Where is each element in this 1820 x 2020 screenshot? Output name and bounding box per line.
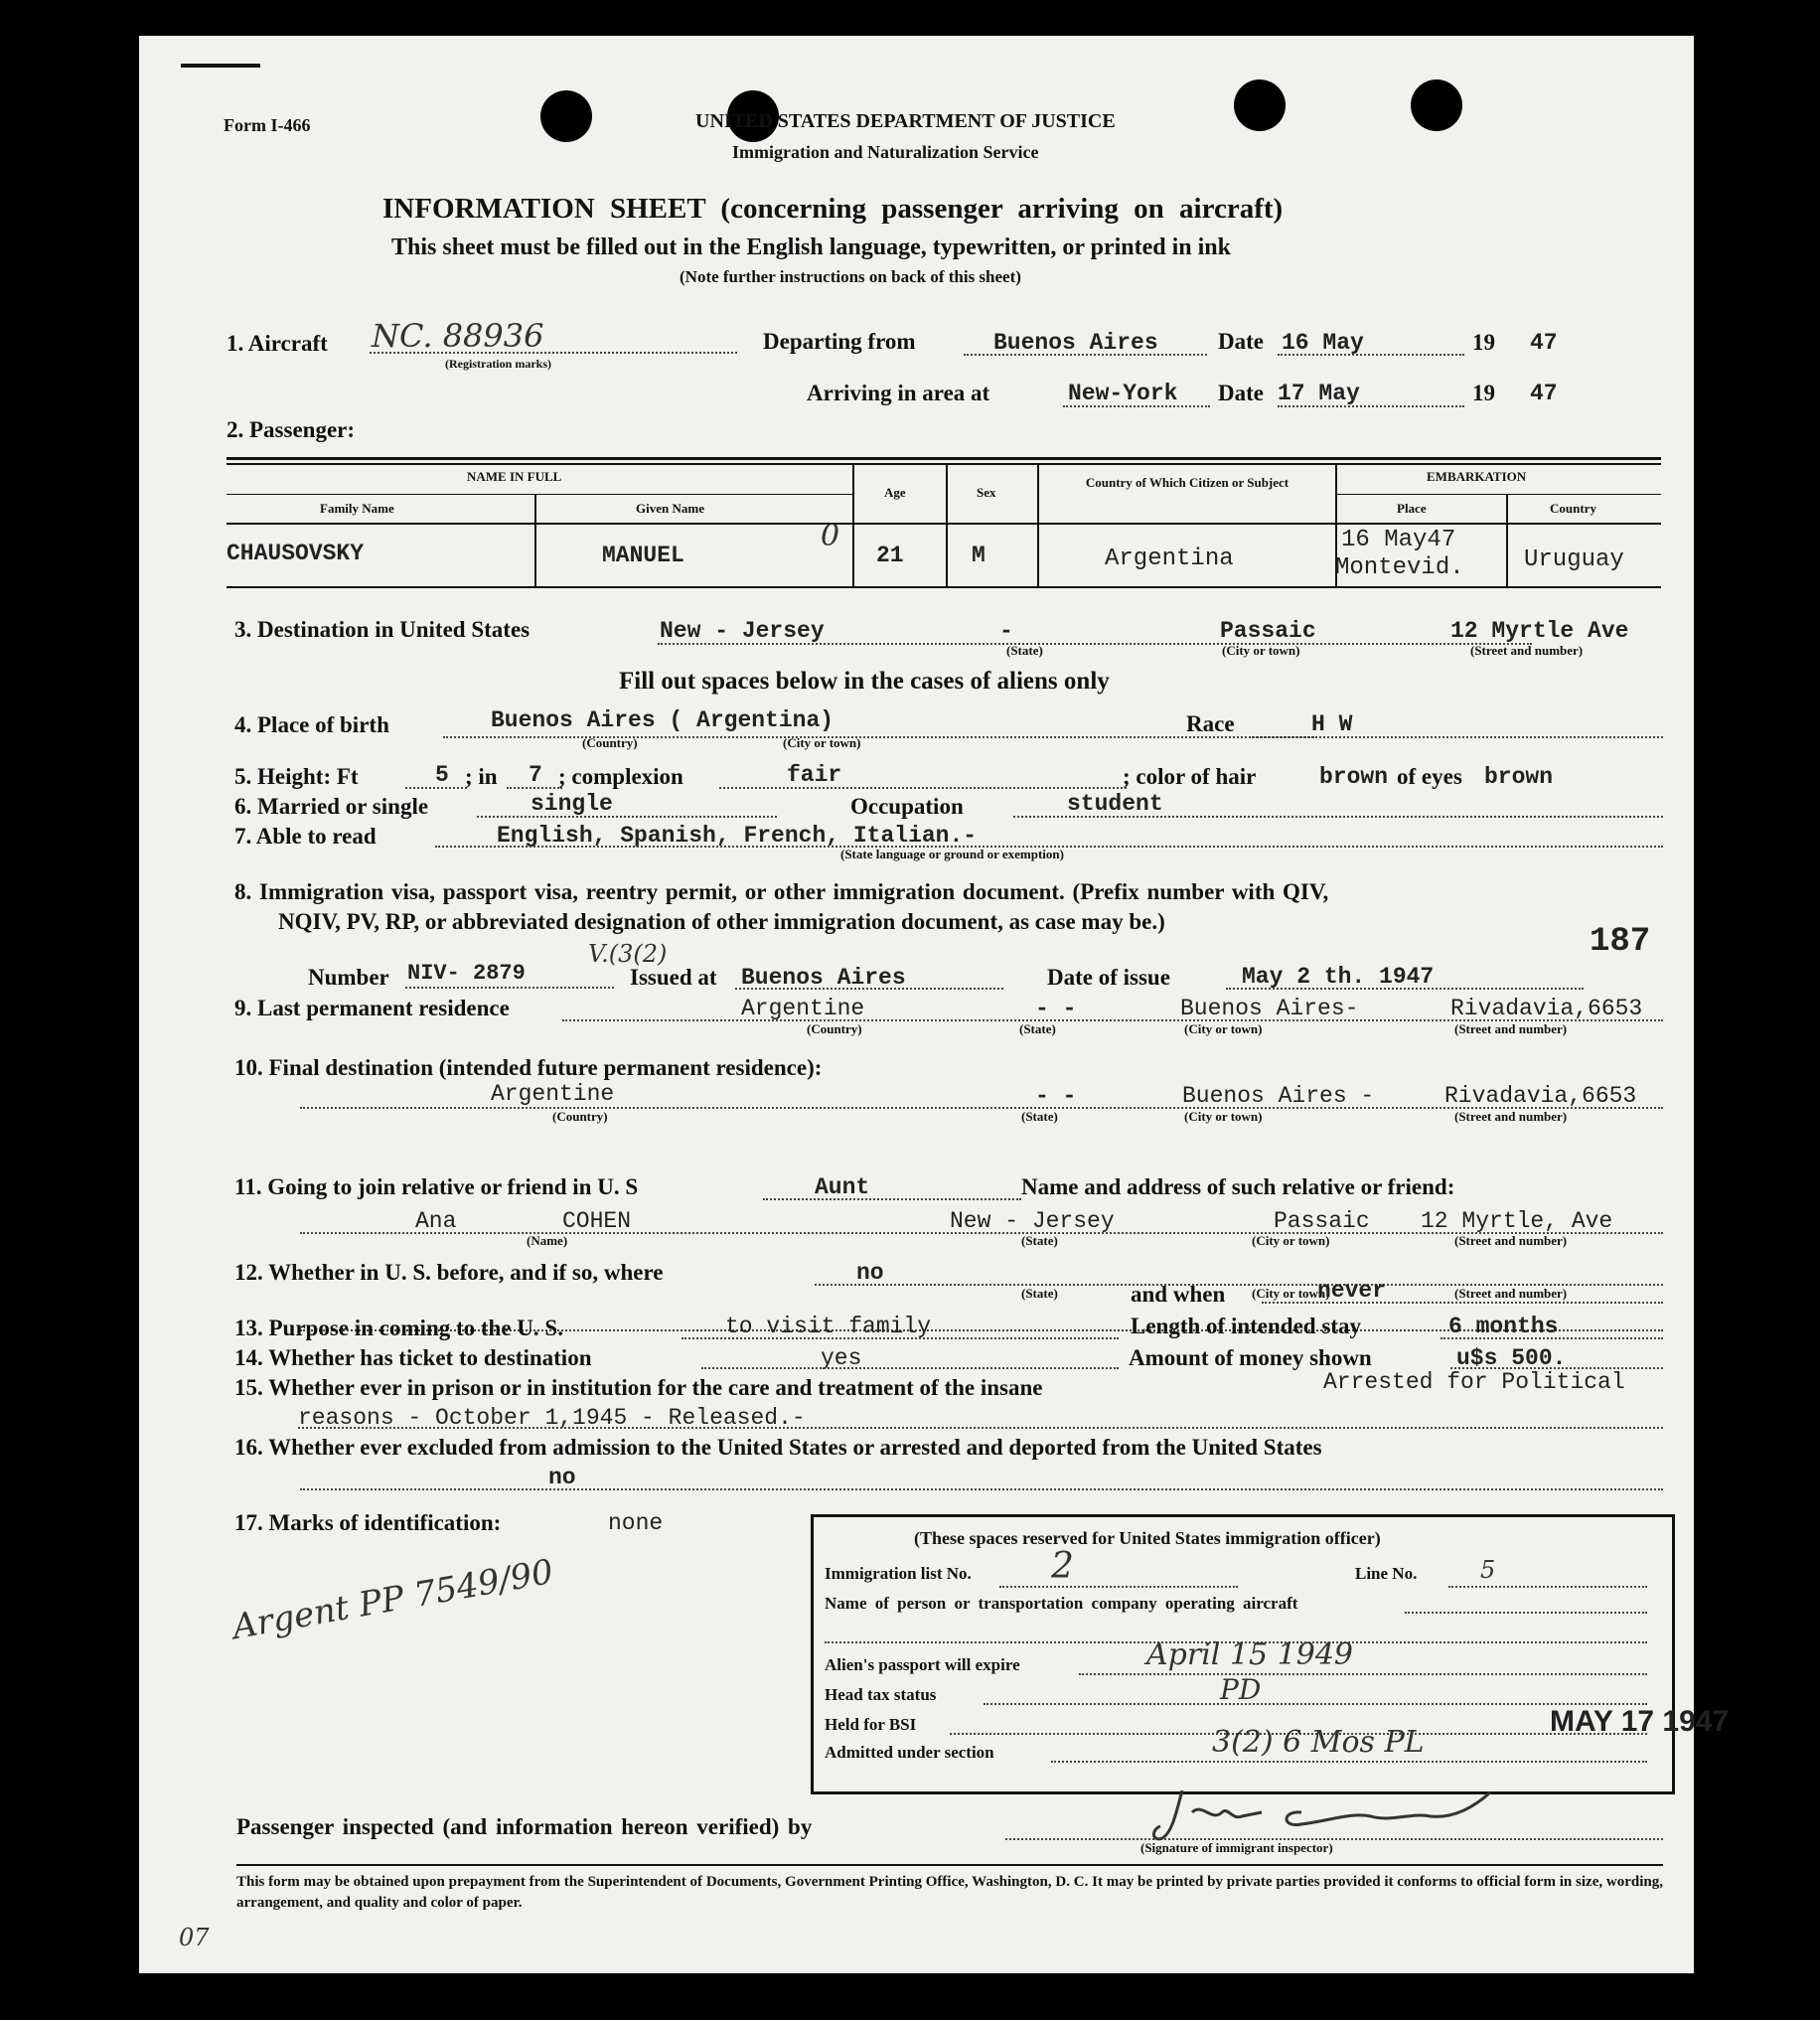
line-number-label: Line No.: [1355, 1564, 1418, 1583]
height-in-value: 7: [529, 762, 542, 788]
admitted-value: 3(2) 6 Mos PL: [1212, 1725, 1425, 1760]
citizen-of-value: Argentina: [1105, 545, 1234, 572]
race-value: H W: [1311, 711, 1353, 737]
punch-hole: [1234, 79, 1286, 131]
hair-label: ; color of hair: [1123, 764, 1257, 789]
destination-street: 12 Myrtle Ave: [1450, 618, 1629, 644]
family-name-header: Family Name: [320, 501, 394, 516]
street-caption: (Street and number): [1470, 643, 1584, 658]
relative-city: Passaic: [1274, 1208, 1370, 1234]
arrive-date: 17 May: [1278, 381, 1360, 406]
embark-place-line2: Montevid.: [1335, 554, 1464, 581]
final-destination-city: Buenos Aires -: [1182, 1083, 1375, 1109]
document-page: [139, 36, 1730, 1973]
passenger-label: 2. Passenger:: [227, 417, 356, 442]
embarkation-header: EMBARKATION: [1427, 469, 1527, 484]
last-residence-city: Buenos Aires-: [1180, 996, 1359, 1021]
company-label: Name of person or transportation company operating aircraft: [825, 1594, 1298, 1613]
eyes-label: of eyes: [1397, 764, 1462, 789]
destination-city: Passaic: [1220, 618, 1316, 644]
officer-box-heading: (These spaces reserved for United States immigration officer): [914, 1528, 1381, 1548]
list-number-label: Immigration list No.: [825, 1564, 972, 1583]
occupation-value: student: [1067, 791, 1163, 817]
form-instruction: This sheet must be filled out in the English language, typewritten, or printed in ink: [391, 234, 1231, 260]
depart-date-label: Date: [1218, 329, 1264, 354]
sex-value: M: [972, 543, 986, 568]
hair-value: brown: [1319, 764, 1389, 790]
pen-mark: [181, 64, 260, 68]
last-residence-country: Argentine: [741, 996, 865, 1021]
arrive-date-label: Date: [1218, 381, 1264, 405]
city-caption: (City or town): [1252, 1286, 1330, 1301]
arriving-value: New-York: [1068, 381, 1178, 406]
final-destination-street: Rivadavia,6653: [1444, 1083, 1637, 1109]
list-number-value: 2: [1051, 1546, 1074, 1587]
birthplace-value: Buenos Aires ( Argentina): [491, 707, 834, 733]
country-caption: (Country): [807, 1021, 862, 1036]
state-caption: (State): [1019, 1021, 1056, 1036]
marital-value: single: [531, 791, 613, 817]
final-destination-state: - -: [1035, 1083, 1077, 1109]
punch-hole: [540, 90, 592, 142]
inspector-signature: [1133, 1783, 1550, 1842]
complexion-label: ; complexion: [558, 764, 683, 789]
excluded-value: no: [548, 1465, 576, 1490]
money-label: Amount of money shown: [1129, 1345, 1372, 1370]
depart-year: 47: [1530, 330, 1558, 356]
punch-hole: [1411, 79, 1462, 131]
last-residence-label: 9. Last permanent residence: [234, 996, 510, 1020]
read-label: 7. Able to read: [234, 824, 377, 849]
birth-country-caption: (Country): [582, 735, 638, 750]
form-number: Form I-466: [224, 115, 311, 135]
identification-value: none: [608, 1510, 664, 1536]
language-caption: (State language or ground or exemption): [840, 847, 1064, 861]
when-label: and when: [1131, 1282, 1226, 1307]
passport-expire-value: April 15 1949: [1146, 1637, 1353, 1672]
purpose-value: to visit family: [725, 1314, 932, 1339]
admitted-label: Admitted under section: [825, 1743, 994, 1762]
height-ft-label: 5. Height: Ft: [234, 764, 359, 789]
visa-number-label: Number: [308, 965, 389, 990]
given-name-header: Given Name: [636, 501, 704, 516]
bsi-label: Held for BSI: [825, 1715, 917, 1734]
signature-caption: (Signature of immigrant inspector): [1140, 1840, 1333, 1855]
inspected-label: Passenger inspected (and information hereon verified) by: [236, 1814, 813, 1839]
money-value: u$s 500.: [1456, 1345, 1567, 1371]
read-value: English, Spanish, French, Italian.-: [497, 823, 978, 849]
relative-street: 12 Myrtle, Ave: [1421, 1208, 1613, 1234]
stay-value: 6 months: [1448, 1314, 1559, 1339]
name-caption: (Name): [527, 1233, 568, 1248]
last-residence-state: - -: [1035, 996, 1077, 1021]
margin-mark: 07: [179, 1924, 210, 1951]
embark-country-value: Uruguay: [1524, 546, 1624, 573]
final-destination-country: Argentine: [491, 1081, 615, 1107]
country-header: Country of Which Citizen or Subject: [1085, 475, 1289, 490]
excluded-label: 16. Whether ever excluded from admission to the United States or arrested and deported from the United States: [234, 1435, 1322, 1460]
complexion-value: fair: [787, 762, 842, 788]
prison-value-2: reasons - October 1,1945 - Released.-: [298, 1405, 806, 1431]
state-caption: (State): [1021, 1286, 1058, 1301]
sex-header: Sex: [977, 485, 996, 500]
destination-state: New - Jersey: [660, 618, 825, 644]
city-caption: (City or town): [1252, 1233, 1330, 1248]
depart-year-prefix: 19: [1472, 330, 1495, 355]
ticket-label: 14. Whether has ticket to destination: [234, 1345, 592, 1370]
city-caption: (City or town): [1184, 1109, 1263, 1124]
destination-label: 3. Destination in United States: [234, 617, 531, 642]
city-caption: (City or town): [1222, 643, 1300, 658]
relative-given-name: Ana: [415, 1208, 457, 1234]
family-name-value: CHAUSOVSKY: [227, 541, 365, 566]
place-header: Place: [1397, 501, 1427, 516]
previous-visit-value: no: [856, 1260, 884, 1286]
handwritten-notation: Argent PP 7549/90: [229, 1551, 556, 1648]
visa-text-2: NQIV, PV, RP, or abbreviated designation of other immigration document, as case may be.): [278, 909, 1165, 934]
prison-label: 15. Whether ever in prison or in institution for the care and treatment of the insane: [234, 1375, 1043, 1400]
head-tax-value: PD: [1220, 1673, 1262, 1706]
prison-value-1: Arrested for Political: [1323, 1369, 1625, 1395]
eyes-value: brown: [1484, 764, 1554, 790]
state-caption: (State): [1006, 643, 1043, 658]
when-value: never: [1317, 1278, 1387, 1304]
aircraft-registration: NC. 88936: [372, 317, 544, 355]
line-number-value: 5: [1480, 1556, 1496, 1584]
street-caption: (Street and number): [1454, 1286, 1568, 1301]
registration-caption: (Registration marks): [445, 357, 551, 371]
head-tax-label: Head tax status: [825, 1685, 937, 1704]
race-label: Race: [1186, 711, 1235, 736]
form-title: INFORMATION SHEET (concerning passenger arriving on aircraft): [382, 193, 1284, 225]
height-in-label: ; in: [465, 764, 498, 789]
arrive-year: 47: [1530, 381, 1558, 406]
footer-text: This form may be obtained upon prepayment from the Superintendent of Documents, Government Printing Office, Washington, D. C. It may be printed by private parties provided it conforms to official form in size, wording, arrangement, and quality and color of paper.: [236, 1874, 1663, 1911]
agency-name: UNITED STATES DEPARTMENT OF JUSTICE: [695, 110, 1116, 132]
visa-text-1: 8. Immigration visa, passport visa, reentry permit, or other immigration document. (Prefix number with QIV,: [234, 879, 1329, 904]
relative-family-name: COHEN: [562, 1208, 632, 1234]
age-header: Age: [884, 485, 906, 500]
birth-city-caption: (City or town): [783, 735, 861, 750]
relation-value: Aunt: [815, 1174, 870, 1200]
embark-place-line1: 16 May47: [1341, 527, 1456, 553]
join-relative-label: 11. Going to join relative or friend in U. S: [234, 1174, 639, 1199]
purpose-label: 13. Purpose in coming to the U. S.: [234, 1316, 563, 1340]
form-note: (Note further instructions on back of this sheet): [680, 267, 1021, 286]
service-name: Immigration and Naturalization Service: [732, 142, 1039, 162]
passport-expire-label: Alien's passport will expire: [825, 1655, 1020, 1674]
relative-name-label: Name and address of such relative or friend:: [1021, 1174, 1455, 1199]
visa-number-handwritten: V.(3(2): [588, 940, 668, 968]
age-value: 21: [876, 543, 904, 568]
given-name-value: MANUEL: [602, 543, 684, 568]
street-caption: (Street and number): [1454, 1233, 1568, 1248]
aliens-heading: Fill out spaces below in the cases of aliens only: [619, 668, 1110, 695]
ticket-value: yes: [821, 1345, 862, 1371]
street-caption: (Street and number): [1454, 1021, 1568, 1036]
date-stamp: MAY 17 1947: [1550, 1705, 1730, 1738]
birthplace-label: 4. Place of birth: [234, 712, 389, 737]
issue-date-label: Date of issue: [1047, 965, 1170, 990]
state-caption: (State): [1021, 1109, 1058, 1124]
name-in-full-header: NAME IN FULL: [467, 469, 562, 484]
arriving-label: Arriving in area at: [807, 381, 990, 405]
stay-label: Length of intended stay: [1131, 1314, 1361, 1338]
side-number: 187: [1590, 923, 1651, 961]
identification-label: 17. Marks of identification:: [234, 1510, 502, 1535]
previous-visit-label: 12. Whether in U. S. before, and if so, where: [234, 1260, 664, 1285]
last-residence-street: Rivadavia,6653: [1450, 996, 1643, 1021]
given-name-mark: 0: [821, 519, 840, 553]
street-caption: (Street and number): [1454, 1109, 1568, 1124]
marital-label: 6. Married or single: [234, 794, 429, 819]
emb-country-header: Country: [1550, 501, 1596, 516]
final-destination-label: 10. Final destination (intended future permanent residence):: [234, 1055, 823, 1080]
aircraft-label: 1. Aircraft: [227, 331, 328, 356]
height-ft-value: 5: [435, 762, 449, 788]
visa-number-value: NIV- 2879: [407, 961, 526, 986]
issued-value: Buenos Aires: [741, 965, 906, 991]
city-caption: (City or town): [1184, 1021, 1263, 1036]
issued-label: Issued at: [630, 965, 717, 990]
country-caption: (Country): [552, 1109, 608, 1124]
departing-value: Buenos Aires: [993, 330, 1158, 356]
departing-label: Departing from: [763, 329, 916, 354]
relative-state: New - Jersey: [950, 1208, 1115, 1234]
state-caption: (State): [1021, 1233, 1058, 1248]
occupation-label: Occupation: [850, 794, 964, 819]
issue-date-value: May 2 th. 1947: [1242, 964, 1435, 990]
depart-date: 16 May: [1282, 330, 1364, 356]
arrive-year-prefix: 19: [1472, 381, 1495, 405]
destination-dash: -: [999, 618, 1013, 644]
